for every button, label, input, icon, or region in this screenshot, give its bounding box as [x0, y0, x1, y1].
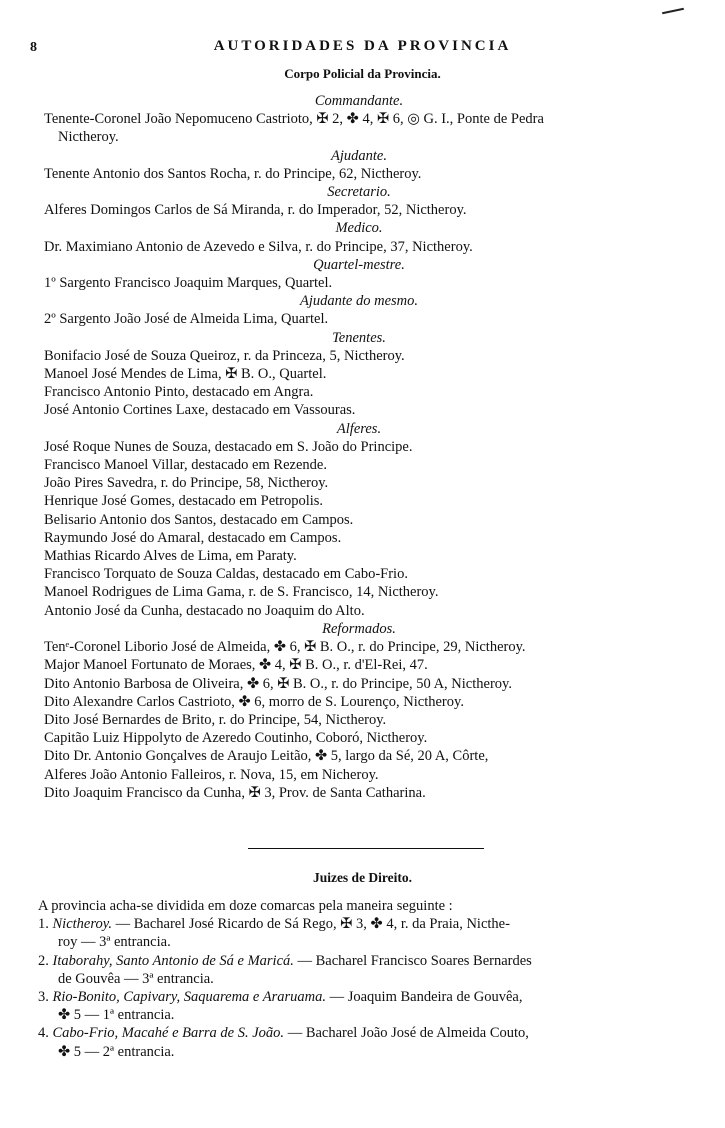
section-divider [248, 848, 484, 849]
list-item: Henrique José Gomes, destacado em Petropolis. [44, 493, 324, 510]
heading-alferes: Alferes. [336, 420, 382, 437]
comarca-entry [38, 988, 678, 1006]
list-item: João Pires Savedra, r. do Principe, 58, Nictheroy. [44, 475, 329, 492]
list-item: Antonio José da Cunha, destacado no Joaquim do Alto. [44, 602, 365, 619]
list-item: Bonifacio José de Souza Queiroz, r. da Princeza, 5, Nictheroy. [44, 347, 405, 364]
comarca-entry [38, 952, 678, 970]
heading-secretario: Secretario. [327, 184, 391, 201]
list-item: Belisario Antonio dos Santos, destacado em Campos. [44, 511, 354, 528]
list-item: Dito Dr. Antonio Gonçalves de Araujo Leitão, ✤ 5, largo da Sé, 20 A, Côrte, [44, 748, 489, 765]
corpo-policial-section [44, 92, 674, 802]
list-item: Dito Joaquim Francisco da Cunha, ✠ 3, Prov. de Santa Catharina. [44, 784, 426, 801]
juizes-intro: A provincia acha-se dividida em doze comarcas pela maneira seguinte : [38, 898, 453, 914]
juizes-heading: Juizes de Direito. [312, 870, 413, 885]
comarca-number: 3. [38, 989, 49, 1006]
list-item: Raymundo José do Amaral, destacado em Campos. [44, 529, 342, 546]
comarca-place: Nictheroy. [52, 916, 112, 933]
list-item: Tenᵉ-Coronel Liborio José de Almeida, ✤ 6, ✠ B. O., r. do Principe, 29, Nictheroy. [44, 639, 526, 656]
comarca-place: Rio-Bonito, Capivary, Saquarema e Araruama. [52, 989, 326, 1006]
comarca-number: 1. [38, 916, 49, 933]
comarca-text: — Bacharel João José de Almeida Couto, [287, 1025, 529, 1042]
list-item: Dito Antonio Barbosa de Oliveira, ✤ 6, ✠ B. O., r. do Principe, 50 A, Nictheroy. [44, 675, 512, 692]
entry-ajudante-mesmo: 2º Sargento João José de Almeida Lima, Quartel. [44, 311, 329, 328]
list-item: Manoel Rodrigues de Lima Gama, r. de S. Francisco, 14, Nictheroy. [44, 584, 439, 601]
heading-ajudante-mesmo: Ajudante do mesmo. [300, 293, 418, 310]
list-item: Manoel José Mendes de Lima, ✠ B. O., Quartel. [44, 366, 327, 383]
comarca-text: — Bacharel Francisco Soares Bernardes [297, 952, 532, 969]
comarca-cont: ✤ 5 — 1ª entrancia. [58, 1007, 175, 1024]
list-item: Francisco Antonio Pinto, destacado em Angra. [44, 384, 314, 401]
printer-mark [662, 8, 684, 15]
comarca-text: — Joaquim Bandeira de Gouvêa, [329, 989, 523, 1006]
comarca-entry [38, 915, 678, 933]
entry-ajudante: Tenente Antonio dos Santos Rocha, r. do Principe, 62, Nictheroy. [44, 165, 422, 182]
comarca-place: Itaborahy, Santo Antonio de Sá e Maricá. [52, 952, 294, 969]
comarca-entry [38, 1024, 678, 1042]
section-subtitle: Corpo Policial da Provincia. [284, 66, 441, 81]
list-item: Dito José Bernardes de Brito, r. do Principe, 54, Nictheroy. [44, 711, 387, 728]
list-item: Alferes João Antonio Falleiros, r. Nova, 15, em Nicheroy. [44, 766, 379, 783]
list-item: Francisco Torquato de Souza Caldas, destacado em Cabo-Frio. [44, 566, 408, 583]
heading-ajudante: Ajudante. [331, 147, 387, 164]
heading-reformados: Reformados. [322, 620, 396, 637]
juizes-section [38, 897, 678, 1061]
heading-medico: Medico. [335, 220, 383, 237]
entry-medico: Dr. Maximiano Antonio de Azevedo e Silva, r. do Principe, 37, Nictheroy. [44, 238, 473, 255]
entry-commandante-cont: Nictheroy. [58, 129, 119, 146]
comarca-cont: de Gouvêa — 3ª entrancia. [58, 970, 214, 987]
heading-tenentes: Tenentes. [332, 329, 386, 346]
list-item: Major Manoel Fortunato de Moraes, ✤ 4, ✠ B. O., r. d'El-Rei, 47. [44, 657, 428, 674]
heading-quartel-mestre: Quartel-mestre. [313, 256, 405, 273]
list-item: José Antonio Cortines Laxe, destacado em Vassouras. [44, 402, 356, 419]
list-item: José Roque Nunes de Souza, destacado em S. João do Principe. [44, 438, 413, 455]
comarca-cont: roy — 3ª entrancia. [58, 934, 171, 951]
comarca-cont: ✤ 5 — 2ª entrancia. [58, 1043, 175, 1060]
entry-quartel-mestre: 1º Sargento Francisco Joaquim Marques, Quartel. [44, 275, 333, 292]
list-item: Mathias Ricardo Alves de Lima, em Paraty. [44, 548, 297, 565]
list-item: Dito Alexandre Carlos Castrioto, ✤ 6, morro de S. Lourenço, Nictheroy. [44, 693, 464, 710]
page-number: 8 [30, 40, 37, 55]
list-item: Capitão Luiz Hippolyto de Azeredo Coutinho, Coboró, Nictheroy. [44, 730, 428, 747]
comarca-place: Cabo-Frio, Macahé e Barra de S. João. [52, 1025, 285, 1042]
comarca-text: — Bacharel José Ricardo de Sá Rego, ✠ 3, ✤ 4, r. da Praia, Nicthe- [115, 916, 510, 933]
comarca-number: 2. [38, 952, 49, 969]
entry-commandante: Tenente-Coronel João Nepomuceno Castrioto, ✠ 2, ✤ 4, ✠ 6, ◎ G. I., Ponte de Pedra [44, 111, 544, 128]
heading-commandante: Commandante. [314, 93, 404, 109]
comarca-number: 4. [38, 1025, 49, 1042]
page-title: AUTORIDADES DA PROVINCIA [213, 38, 512, 54]
entry-secretario: Alferes Domingos Carlos de Sá Miranda, r. do Imperador, 52, Nictheroy. [44, 202, 467, 219]
list-item: Francisco Manoel Villar, destacado em Rezende. [44, 457, 327, 474]
